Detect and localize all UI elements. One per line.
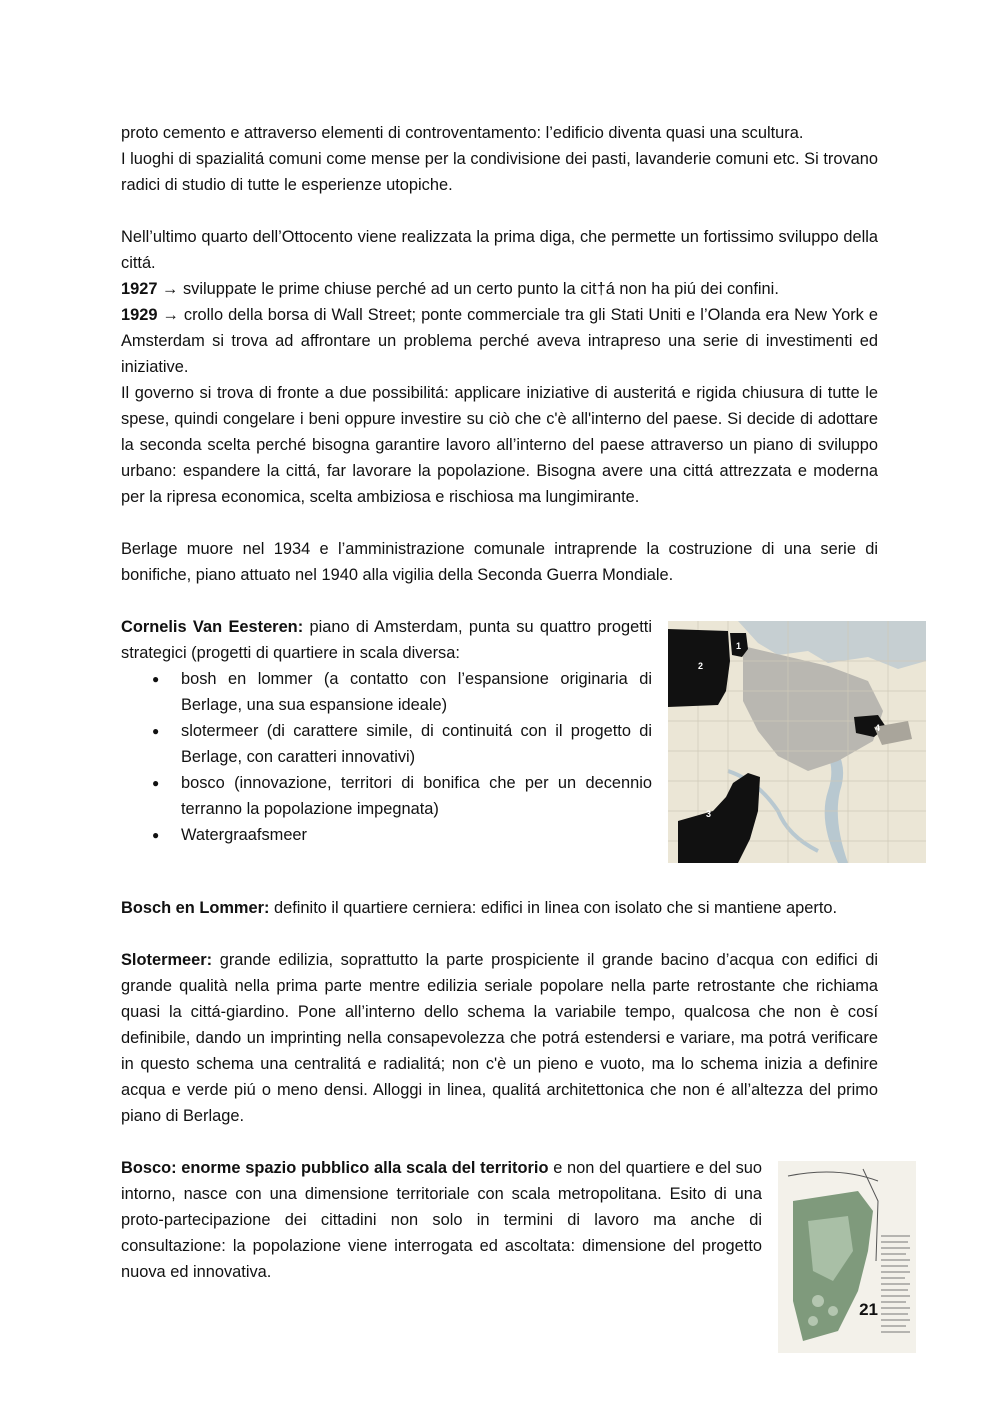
paragraph-intro-line1: proto cemento e attraverso elementi di controventamento: l’edificio diventa quasi una scultura. (121, 124, 804, 142)
list-item: ● bosh en lommer (a contatto con l’espansione originaria di Berlage, una sua espansione ideale) (181, 666, 878, 718)
van-eesteren-heading: Cornelis Van Eesteren: (121, 618, 304, 636)
map-label-2: 2 (698, 661, 704, 671)
paragraph-van-eesteren: Cornelis Van Eesteren: piano di Amsterdam, punta su quattro progetti strategici (progetti di quartiere in scala diversa: (121, 618, 652, 662)
list-item: ● Watergraafsmeer (181, 822, 878, 848)
paragraph-bosch-en-lommer: Bosch en Lommer: definito il quartiere cerniera: edifici in linea con isolato che si mantiene aperto. (121, 899, 838, 917)
bosco-heading: Bosco: enorme spazio pubblico alla scala del territorio (121, 1159, 549, 1177)
project-list (121, 666, 881, 848)
body-text (121, 120, 881, 1353)
paragraph-1927: 1927 → sviluppate le prime chiuse perché ad un certo punto la cit†á non ha piú dei confini. (121, 280, 779, 298)
list-item: ● slotermeer (di carattere simile, di continuitá con il progetto di Berlage, con caratteri innovativi) (181, 718, 878, 770)
paragraph-1929: 1929 → crollo della borsa di Wall Street; ponte commerciale tra gli Stati Uniti e l’Olanda era New York e Amsterdam si trova ad affrontare un problema perché aveva intrapreso una serie di investimenti ed iniziative. (121, 306, 878, 376)
year-1927: 1927 (121, 280, 158, 298)
paragraph-diga: Nell’ultimo quarto dell’Ottocento viene realizzata la prima diga, che permette un fortissimo sviluppo della cittá. (121, 228, 878, 272)
year-1929: 1929 (121, 306, 158, 324)
paragraph-bosco: Bosco: enorme spazio pubblico alla scala del territorio e non del quartiere e del suo intorno, nasce con una dimensione territoriale con scala metropolitana. Esito di una proto-partecipazione dei cittadini non solo in termini di lavoro ma anche di consultazione: la popolazione viene interrogata ed ascoltata: dimensione del progetto nuova ed innovativa. (121, 1159, 762, 1281)
page-number: 21 (859, 1300, 878, 1319)
paragraph-spazialita: I luoghi di spazialitá comuni come mense per la condivisione dei pasti, lavanderie comuni etc. Si trovano radici di studio di tutte le esperienze utopiche. (121, 150, 878, 194)
bosco-park-plan (778, 1161, 916, 1353)
paragraph-slotermeer: Slotermeer: grande edilizia, soprattutto la parte prospiciente il grande bacino d’acqua con edifici di grande qualità nella prima parte mentre edilizia seriale popolare nella parte retrostante che richiama quasi la cittá-giardino. Pone all’interno dello schema la variabile tempo, qualcosa che non è cosí definibile, dando un imprinting nella consapevolezza che potrá estendersi e variare, ma potrá verificare in questo schema una centralitá e radialitá; non c'è un pieno e vuoto, ma lo schema inizia a definire acqua e verde piú o meno densi. Alloggi in linea, qualitá architettonica che non é all’altezza del primo piano di Berlage. (121, 951, 878, 1125)
map-label-1: 1 (736, 641, 742, 651)
paragraph-governo: Il governo si trova di fronte a due possibilitá: applicare iniziative di austeritá e rigida chiusura di tutte le spese, quindi congelare i beni oppure investire su ciò che c'è all'interno del paese. Si decide di adottare la seconda scelta perché bisogna garantire lavoro all’interno del paese attraverso un piano di sviluppo urbano: espandere la cittá, far lavorare la popolazione. Bisogna avere una cittá attrezzata e moderna per la ripresa economica, scelta ambiziosa e rischiosa ma lungimirante. (121, 384, 878, 506)
bosch-en-lommer-heading: Bosch en Lommer: (121, 899, 270, 917)
paragraph-berlage: Berlage muore nel 1934 e l’amministrazione comunale intraprende la costruzione di una serie di bonifiche, piano attuato nel 1940 alla vigilia della Seconda Guerra Mondiale. (121, 540, 878, 584)
slotermeer-heading: Slotermeer: (121, 951, 213, 969)
map-label-4: 4 (875, 723, 881, 733)
list-item: ● bosco (innovazione, territori di bonifica che per un decennio terranno la popolazione impegnata) (181, 770, 878, 822)
map-label-3: 3 (706, 809, 712, 819)
